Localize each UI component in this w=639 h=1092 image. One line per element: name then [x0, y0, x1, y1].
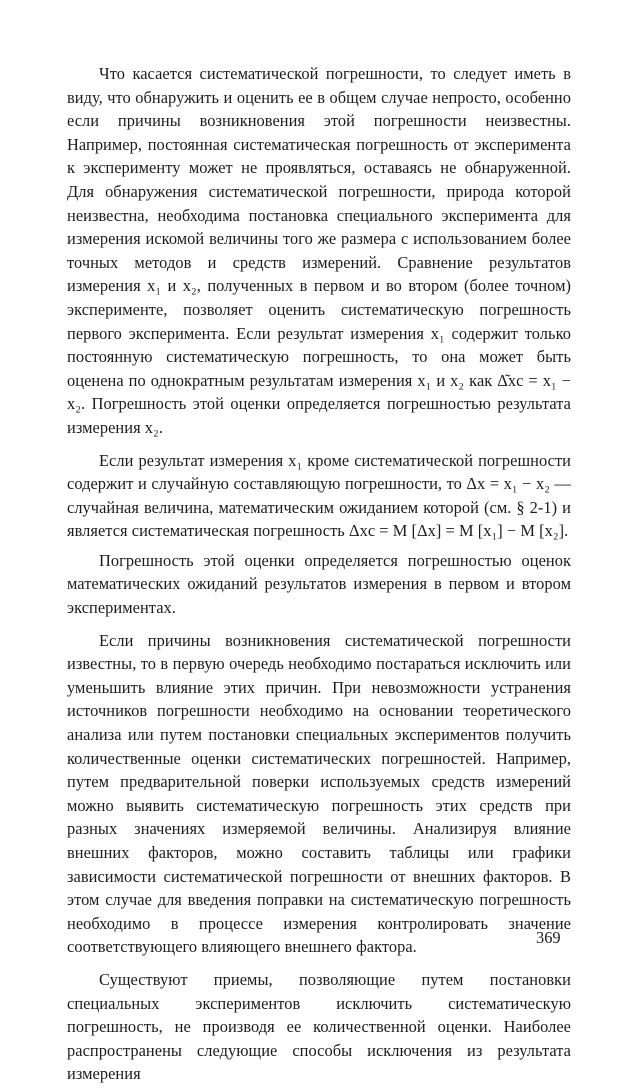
- paragraph: Если результат измерения x₁ кроме систематической погрешности содержит и случайную составляющую погрешности, то Δx = x₁ − x₂ — случайная величина, математическим ожиданием которой (см. § 2-1) и является систематическая погрешность Δxc = M [Δx] = M [x₁] − M [x₂].: [67, 450, 571, 541]
- paragraph: Если причины возникновения систематической погрешности известны, то в первую очередь необходимо постараться исключить или уменьшить влияние этих причин. При невозможности устранения источников погрешности необходимо на основании теоретического анализа или путем постановки специальных экспериментов получить количественные оценки систематических погрешностей. Например, путем предварительной поверки используемых средств измерений можно выявить систематическую погрешность этих средств при разных значениях измеряемой величины. Анализируя влияние внешних факторов, можно составить таблицы или графики зависимости систематической погрешности от внешних факторов. В этом случае для введения поправки на систематическую погрешность необходимо в процессе измерения контролировать значение соответствующего влияющего внешнего фактора.: [67, 630, 571, 957]
- body-text: [67, 62, 571, 1092]
- page-number: 369: [536, 928, 561, 947]
- paragraph: Существуют приемы, позволяющие путем постановки специальных экспериментов исключить систематическую погрешность, не производя ее количественной оценки. Наиболее распространены следующие способы исключения из результата измерения: [67, 969, 571, 1084]
- paragraph: Что касается систематической погрешности, то следует иметь в виду, что обнаружить и оценить ее в общем случае непросто, особенно если причины возникновения этой погрешности неизвестны. Например, постоянная систематическая погрешность от эксперимента к эксперименту может не проявляться, оставаясь не обнаруженной. Для обнаружения систематической погрешности, природа которой неизвестна, необходима постановка специального эксперимента для измерения искомой величины того же размера с использованием более точных методов и средств измерений. Сравнение результатов измерения x₁ и x₂, полученных в первом и во втором (более точном) эксперименте, позволяет оценить систематическую погрешность первого эксперимента. Если результат измерения x₁ содержит только постоянную систематическую погрешность, то она может быть оценена по однократным результатам измерения x₁ и x₂ как Δ͂xc = x₁ − x₂. Погрешность этой оценки определяется погрешностью результата измерения x₂.: [67, 64, 571, 437]
- paragraph: Погрешность этой оценки определяется погрешностью оценок математических ожиданий результатов измерения в первом и втором экспериментах.: [67, 550, 571, 618]
